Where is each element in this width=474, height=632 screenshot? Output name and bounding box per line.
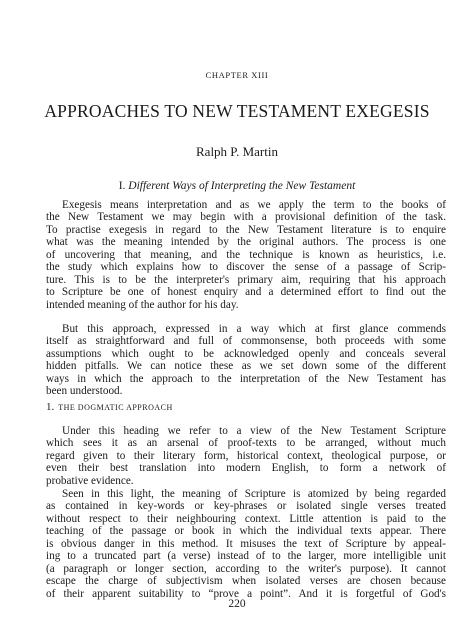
text-line: the study which explains how to discover the sense of a passage of Scrip-	[46, 261, 446, 274]
text-line: without respect to their neighbouring context. Little attention is paid to the	[46, 512, 446, 525]
chapter-title: APPROACHES TO NEW TESTAMENT EXEGESIS	[44, 101, 430, 121]
text-line: Exegesis means interpretation and as we apply the term to the books of	[62, 199, 446, 211]
text-line: regard given to their literary form, historical context, theological purpose, or	[46, 449, 446, 462]
author-name: Ralph P. Martin	[196, 144, 278, 159]
paragraph-1	[46, 199, 446, 311]
text-line: probative evidence.	[46, 474, 134, 487]
text-line: hidden pitfalls. We can notice these as we set down some of the different	[46, 360, 446, 373]
text-line: Under this heading we refer to a view of the New Testament Scripture	[62, 425, 446, 437]
text-line: been understood.	[46, 385, 123, 398]
subsection-title: THE DOGMATIC APPROACH	[58, 403, 173, 412]
text-line: ing to a truncated part (a verse) instead of to the larger, more intelligible unit	[46, 550, 446, 563]
text-line: Seen in this light, the meaning of Scripture is atomized by being regarded	[62, 488, 446, 500]
text-line: even their best translation into modern English, to form a network of	[46, 462, 446, 475]
text-line: is obvious danger in this method. It misuses the text of Scripture by appeal-	[46, 537, 446, 550]
text-line: of uncovering that meaning, and the technique is known as heuristics, i.e.	[46, 248, 446, 261]
text-line: of their apparent suitability to “prove a point”. And it is forgetful of God's	[46, 587, 446, 600]
text-line: ture. This is to be the interpreter's primary aim, requiring that his approach	[46, 273, 446, 286]
text-line: But this approach, expressed in a way which at first glance commends	[62, 323, 446, 335]
paragraph-2	[46, 323, 446, 398]
text-line: as contained in key-words or key-phrases or isolated single verses treated	[46, 500, 446, 513]
text-line: To practise exegesis in regard to the New Testament literature is to enquire	[46, 223, 446, 236]
text-line: (a paragraph or longer section, according to the writer's purpose). It cannot	[46, 562, 446, 575]
section-title: Different Ways of Interpreting the New Testament	[128, 180, 356, 192]
text-line: the New Testament we may begin with a provisional definition of the task.	[46, 211, 446, 224]
page-number: 220	[228, 598, 246, 610]
text-line: ways in which the approach to the interpretation of the New Testament has	[46, 372, 446, 385]
section-number: I.	[118, 180, 126, 192]
subsection-heading	[46, 401, 173, 413]
text-line: intended meaning of the author for his day.	[46, 298, 239, 311]
text-line: teaching of the passage or book in which the individual texts appear. There	[46, 525, 446, 538]
section-heading	[0, 180, 474, 192]
paragraph-4	[46, 488, 446, 600]
chapter-label: CHAPTER XIII	[205, 70, 269, 80]
text-line: what was the meaning intended by the original authors. The process is one	[46, 236, 446, 249]
text-line: escape the charge of subjectivism when isolated verses are chosen because	[46, 575, 446, 588]
paragraph-3	[46, 425, 446, 487]
text-line: itself as straightforward and full of commonsense, both proceeds with some	[46, 335, 446, 348]
subsection-number: 1.	[46, 401, 55, 413]
text-line: to Scripture be one of honest enquiry and a determined effort to find out the	[46, 286, 446, 299]
text-line: assumptions which ought to be acknowledged openly and conceals several	[46, 347, 446, 360]
text-line: which sees it as an arsenal of proof-texts to be arranged, without much	[46, 437, 446, 450]
